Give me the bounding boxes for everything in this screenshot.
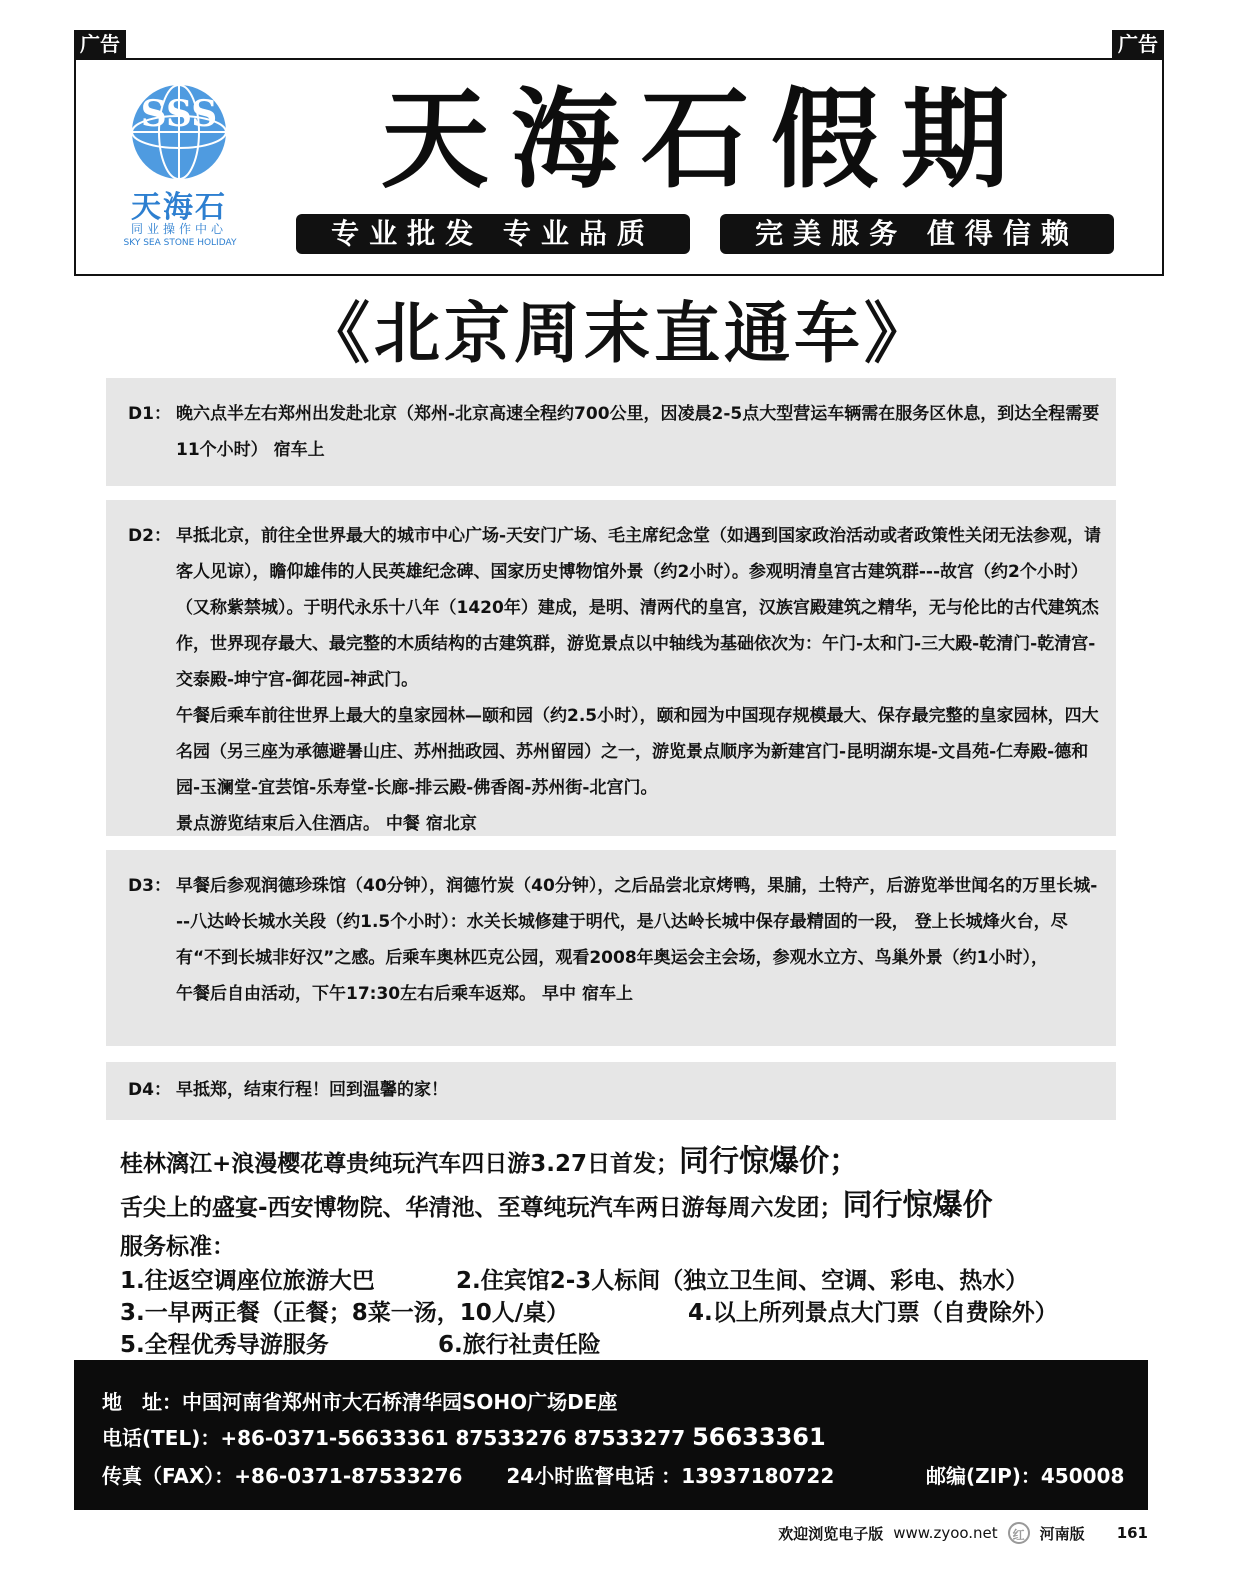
day-paragraph: 早餐后参观润德珍珠馆（40分钟），润德竹炭（40分钟），之后品尝北京烤鸭，果脯，土特产，后游览举世闻名的万里长城---八达岭长城水关段（约1.5个小时）：水关长城修建于明代，是八达岭长城中保存最精固的一段， 登上长城烽火台，尽有“不到长城非好汉”之感。后乘车奥林匹克公园，观看2008年奥运会主会场，参观水立方、鸟巢外景（约1小时），	[176, 876, 1098, 968]
promo-text: 舌尖上的盛宴-西安博物院、华清池、至尊纯玩汽车两日游每周六发团；	[120, 1195, 843, 1221]
zip-label: 邮编(ZIP)：	[926, 1464, 1041, 1488]
page-number: 161	[1116, 1524, 1148, 1542]
service-standards-row	[120, 1262, 1028, 1295]
red-seal-icon: 红	[1008, 1522, 1030, 1544]
address-row	[102, 1386, 617, 1415]
page-footer	[778, 1522, 1148, 1544]
service-item: 1.往返空调座位旅游大巴	[120, 1268, 375, 1294]
ad-tag-left: 广告	[74, 30, 126, 58]
logo-subtitle: 同业操作中心	[130, 222, 227, 236]
service-standards-row	[120, 1326, 601, 1359]
service-item: 3.一早两正餐（正餐；8菜一汤，10人/桌）	[120, 1300, 570, 1326]
welcome-text: 欢迎浏览电子版	[778, 1524, 884, 1543]
itinerary-day-2	[106, 500, 1116, 836]
day-label: D1：	[128, 404, 171, 424]
promo-xian	[120, 1180, 993, 1224]
phone-row	[102, 1422, 826, 1451]
service-item: 4.以上所列景点大门票（自费除外）	[688, 1300, 1058, 1326]
itinerary-day-3	[106, 850, 1116, 1046]
hotline-label: 24小时监督电话 ：	[506, 1464, 682, 1488]
slogan-professional: 专业批发 专业品质	[296, 214, 690, 254]
logo-english-name: SKY SEA STONE HOLIDAY	[123, 238, 237, 248]
phone-number-main: 56633361	[692, 1423, 826, 1451]
day-label: D4：	[128, 1080, 171, 1100]
fax-row	[102, 1460, 834, 1489]
day-paragraph: 午餐后自由活动，下午17:30左右后乘车返郑。 早中 宿车上	[176, 984, 633, 1004]
day-label: D3：	[128, 876, 171, 896]
hotline-number: 13937180722	[681, 1464, 835, 1488]
day-paragraph: 早抵郑，结束行程！回到温馨的家！	[176, 1080, 448, 1100]
zip-code: 450008	[1040, 1464, 1125, 1488]
brand-title: 天海石假期	[380, 77, 1031, 203]
phone-numbers: +86-0371-56633361 87533276 87533277	[220, 1426, 686, 1450]
day-label: D2：	[128, 526, 171, 546]
fax-label: 传真（FAX）：	[102, 1464, 235, 1488]
zip-row	[926, 1460, 1124, 1489]
itinerary-day-1	[106, 378, 1116, 486]
service-standards-row	[120, 1294, 1058, 1327]
brand-header	[74, 58, 1164, 276]
service-standards-title: 服务标准：	[120, 1234, 235, 1260]
day-paragraph: 早抵北京，前往全世界最大的城市中心广场-天安门广场、毛主席纪念堂（如遇到国家政治活动或者政策性关闭无法参观，请客人见谅），瞻仰雄伟的人民英雄纪念碑、国家历史博物馆外景（约2小时）。参观明清皇宫古建筑群---故宫（约2个小时）（又称紫禁城）。于明代永乐十八年（1420年）建成，是明、清两代的皇宫，汉族宫殿建筑之精华，无与伦比的古代建筑杰作，世界现存最大、最完整的木质结构的古建筑群，游览景点以中轴线为基础依次为：午门-太和门-三大殿-乾清门-乾清宫-交泰殿-坤宁宫-御花园-神武门。	[176, 526, 1102, 690]
route-title: 《北京周末直通车》	[304, 294, 934, 372]
fax-number: +86-0371-87533276	[234, 1464, 463, 1488]
day-paragraph: 午餐后乘车前往世界上最大的皇家园林—颐和园（约2.5小时），颐和园为中国现存规模最大、保存最完整的皇家园林，四大名园（另三座为承德避暑山庄、苏州拙政园、苏州留园）之一，游览景点顺序为新建宫门-昆明湖东堤-文昌苑-仁寿殿-德和园-玉澜堂-宜芸馆-乐寿堂-长廊-排云殿-佛香阁-苏州街-北宫门。	[176, 706, 1099, 798]
globe-text: SSS	[140, 93, 218, 135]
service-item: 2.住宾馆2-3人标间（独立卫生间、空调、彩电、热水）	[456, 1268, 1029, 1294]
ad-tag-right: 广告	[1112, 30, 1164, 58]
service-item: 6.旅行社责任险	[438, 1332, 601, 1358]
itinerary-day-4	[106, 1062, 1116, 1120]
promo-price-tag: 同行惊爆价	[842, 1188, 993, 1223]
address-value: 中国河南省郑州市大石桥清华园SOHO广场DE座	[182, 1390, 618, 1414]
service-item: 5.全程优秀导游服务	[120, 1332, 329, 1358]
brand-logo	[114, 82, 244, 262]
phone-label: 电话(TEL)：	[102, 1426, 221, 1450]
edition-name: 河南版	[1039, 1524, 1085, 1543]
day-paragraph: 晚六点半左右郑州出发赴北京（郑州-北京高速全程约700公里，因凌晨2-5点大型营运车辆需在服务区休息，到达全程需要11个小时） 宿车上	[176, 404, 1100, 460]
promo-price-tag: 同行惊爆价；	[679, 1144, 860, 1179]
promo-text: 桂林漓江+浪漫樱花尊贵纯玩汽车四日游3.27日首发；	[120, 1151, 680, 1177]
slogan-service: 完美服务 值得信赖	[720, 214, 1114, 254]
address-label: 地 址：	[102, 1390, 182, 1414]
globe-icon	[114, 82, 244, 182]
website-link[interactable]: www.zyoo.net	[893, 1524, 998, 1542]
logo-name: 天海石	[131, 190, 227, 225]
contact-footer	[74, 1360, 1148, 1510]
day-paragraph: 景点游览结束后入住酒店。 中餐 宿北京	[176, 814, 477, 834]
promo-guilin	[120, 1136, 859, 1180]
